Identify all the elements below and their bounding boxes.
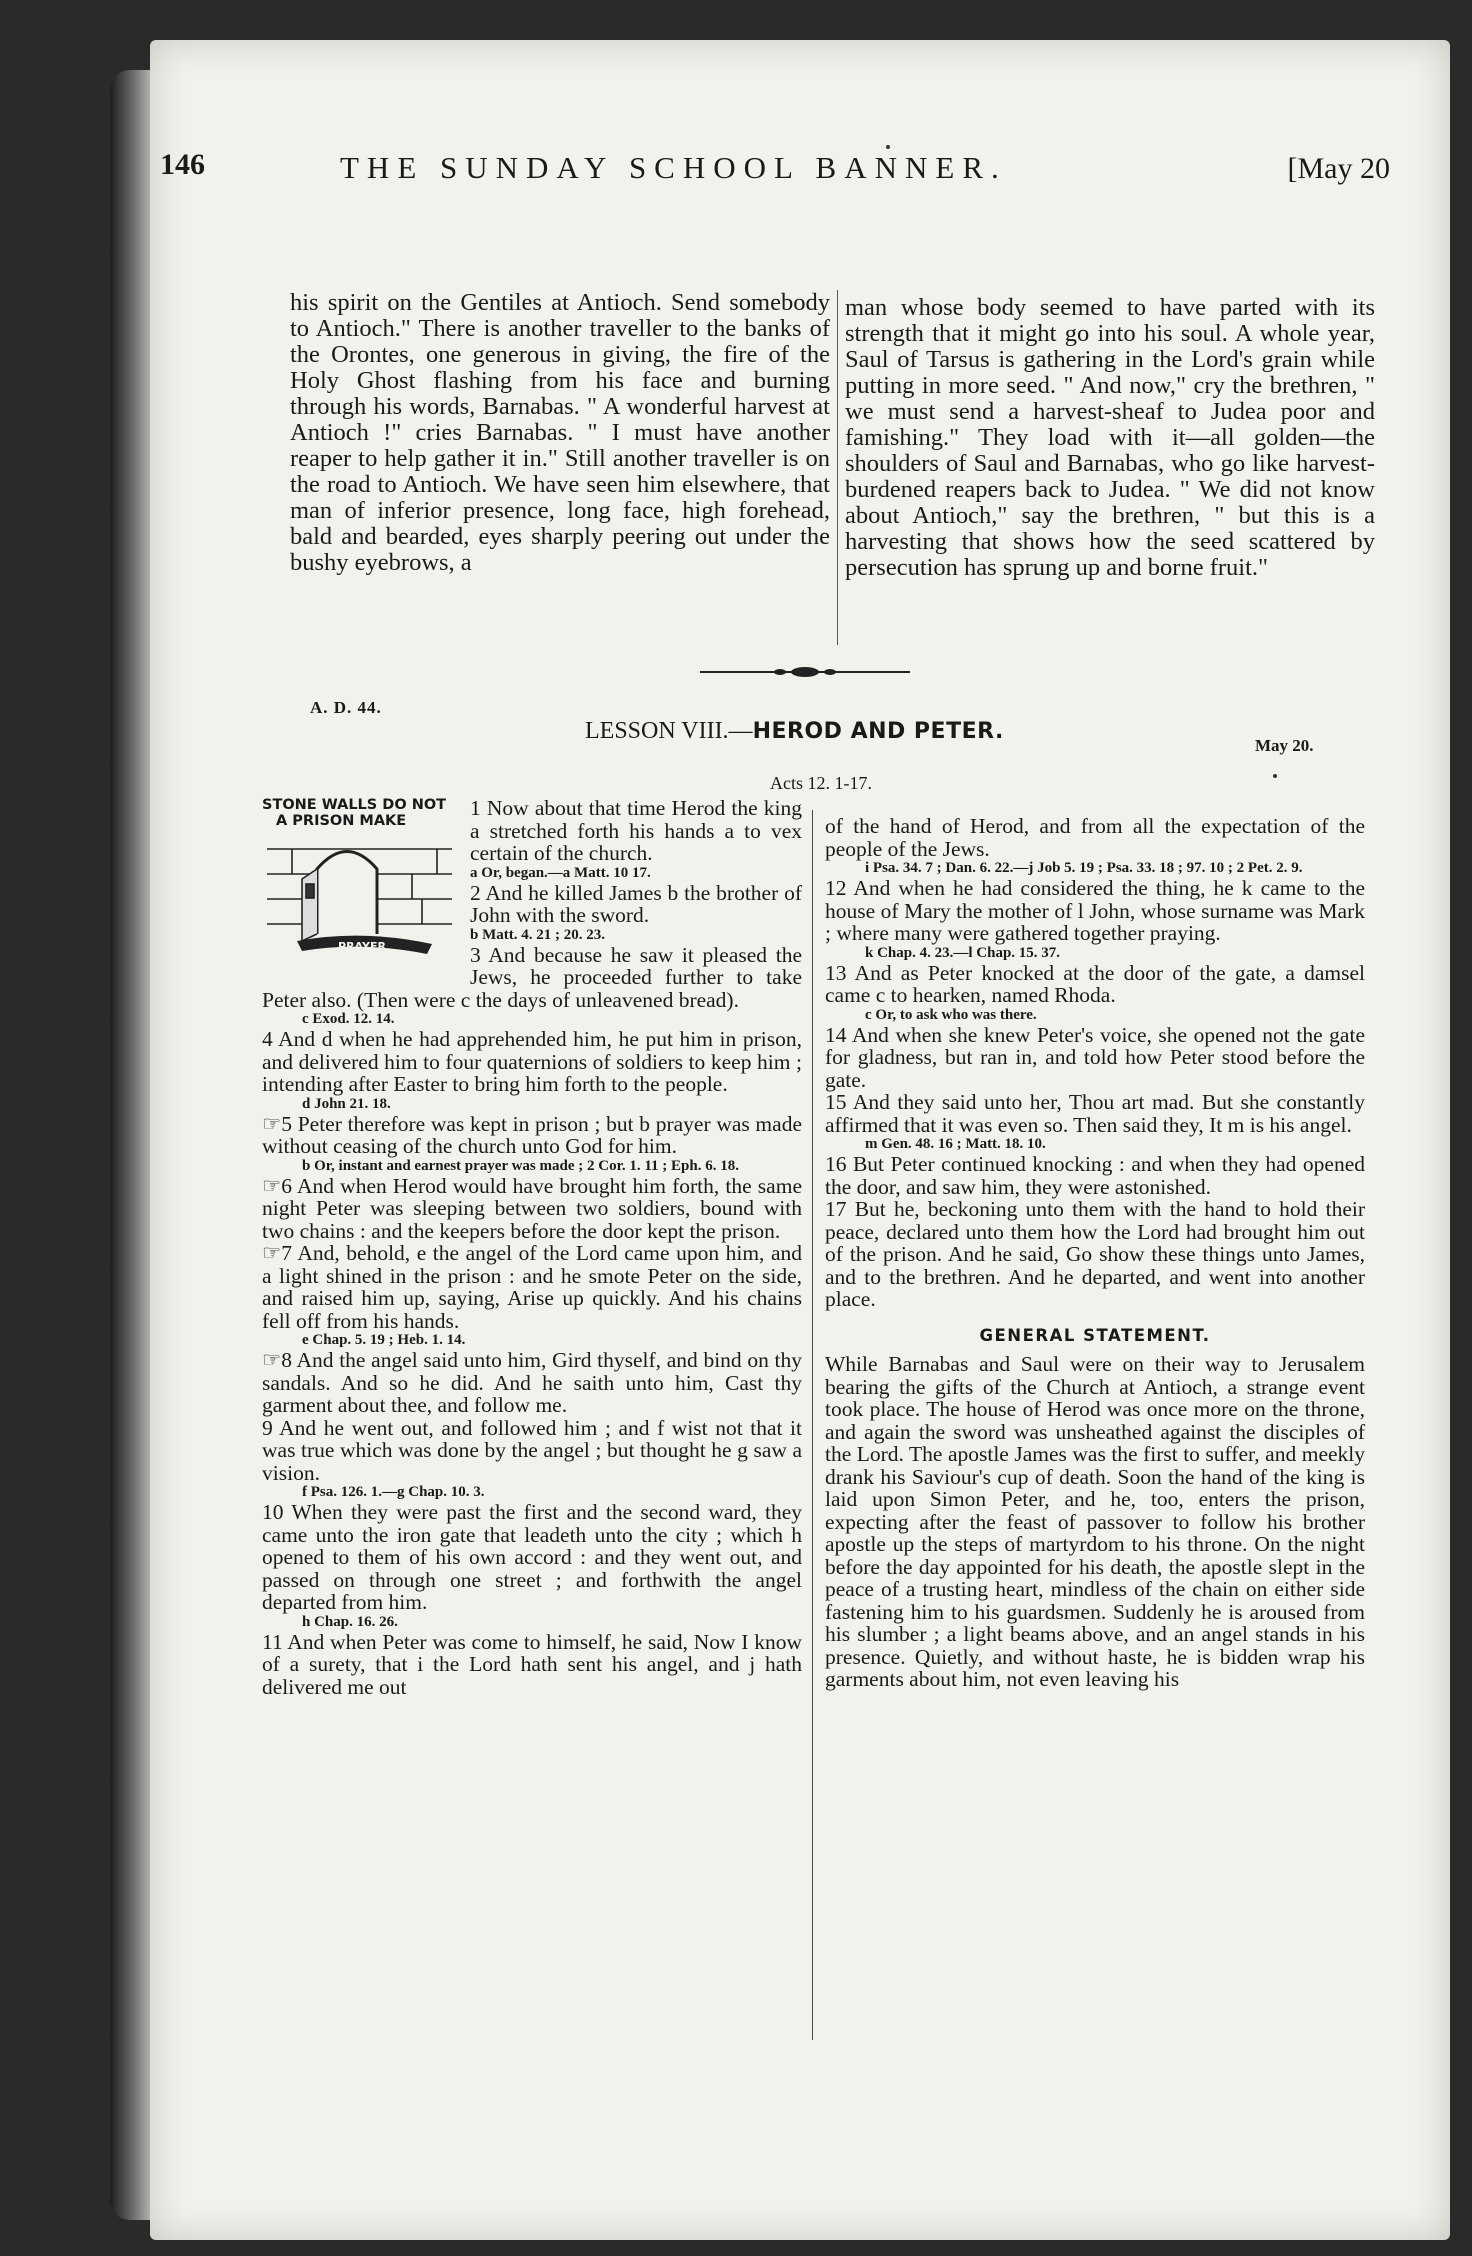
footnote: k Chap. 4. 23.—l Chap. 15. 37. [865,944,1061,961]
general-statement-heading: GENERAL STATEMENT. [979,1325,1211,1345]
lesson-year: A. D. 44. [310,698,382,717]
footnote: c Or, to ask who was there. [865,1006,1037,1023]
footnote: i Psa. 34. 7 ; Dan. 6. 22.—j Job 5. 19 ; Psa. 33. 18 ; 97. 10 ; 2 Pet. 2. 9. [865,860,1303,876]
illustration-caption: A PRISON MAKE [276,813,407,829]
lesson-name: HEROD AND PETER. [752,719,1004,744]
verse: 17 But he, beckoning unto them with the hand to hold their peace, declared unto them how the Lord had brought him out of the prison. And he said, Go show these things unto James, and to the brethren. And he departed, and went into another place. [825,1197,1365,1311]
footnote: h Chap. 16. 26. [302,1613,398,1630]
lesson-date: May 20. [1255,736,1314,755]
verse: ☞7 And, behold, e the angel of the Lord came upon him, and a light shined in the prison : and he smote Peter on the side, and raised him up, saying, Arise up quickly. And his chains fell off from his hands. [262,1241,802,1333]
running-head [160,148,1390,188]
verse: ☞6 And when Herod would have brought him forth, the same night Peter was sleeping between two soldiers, bound with two chains : and the keepers before the door kept the prison. [262,1173,802,1243]
verse: 12 And when he had considered the thing, he k came to the house of Mary the mother of l John, whose surname was Mark ; where many were gathered together praying. [825,876,1365,945]
verse: of the hand of Herod, and from all the expectation of the people of the Jews. [825,814,1365,861]
verse: 3 And because he saw it pleased the Jews, he proceeded further to take Peter also. (Then were c the days of unleavened bread). [262,942,802,1012]
footnote: b Or, instant and earnest prayer was made ; 2 Cor. 1. 11 ; Eph. 6. 18. [302,1157,739,1174]
footnote: c Exod. 12. 14. [302,1011,395,1027]
column-divider [812,810,813,2040]
publication-title: THE SUNDAY SCHOOL BANNER. [340,150,1007,185]
general-statement-text: While Barnabas and Saul were on their way to Jerusalem bearing the gifts of the Church at Antioch, a strange event took place. The house of Herod was once more on the throne, and again the sword was unsheathed against the disciples of the Lord. The apostle James was the first to suffer, and meekly drank his Saviour's cup of death. Soon the hand of the king is laid upon Simon Peter, and he, too, enters the prison, expecting after the feast of passover to follow his brother apostle up the steps of martyrdom to his throne. On the night before the day appointed for his death, the apostle slept in the peace of a trusting heart, mindless of the chain on either side fastening him to his guardsmen. Suddenly he is aroused from his slumber ; a light beams above, and an angel stands in his presence. Quietly, and without haste, he is bidden wrap his garments about him, not even leaving his [825,1352,1365,1691]
lesson-label: LESSON VIII.— [585,718,753,744]
prison-illustration [262,797,462,967]
ornament-rule [700,665,910,679]
verse: 1 Now about that time Herod the king a stretched forth his hands a to vex certain of the church. [470,796,802,865]
page-number: 146 [160,148,205,181]
speck [886,145,890,149]
footnote: f Psa. 126. 1.—g Chap. 10. 3. [302,1484,485,1500]
footnote: b Matt. 4. 21 ; 20. 23. [470,926,605,943]
footnote: d John 21. 18. [302,1095,391,1112]
column-divider [837,290,838,645]
verse: 11 And when Peter was come to himself, he said, Now I know of a surety, that i the Lord hath sent his angel, and j hath delivered me out [262,1629,802,1699]
verse: 13 And as Peter knocked at the door of the gate, a damsel came c to hearken, named Rhoda. [825,960,1365,1007]
verse: ☞5 Peter therefore was kept in prison ; but b prayer was made without ceasing of the church unto God for him. [262,1111,802,1158]
lesson-title [585,718,1004,745]
prison-gate-drawing [262,829,457,959]
top-right-column [845,295,1375,581]
verse: 9 And he went out, and followed him ; and f wist not that it was true which was done by the angel ; but thought he g saw a vision. [262,1415,802,1485]
verse: 15 And they said unto her, Thou art mad. But she constantly affirmed that it was even so. Then said they, It m is his angel. [825,1090,1365,1137]
illustration-banner: PRAYER [338,940,386,953]
verse: 4 And d when he had apprehended him, he put him in prison, and delivered him to four quaternions of soldiers to keep him ; intending after Easter to bring him forth to the people. [262,1027,802,1096]
verse: 16 But Peter continued knocking : and when they had opened the door, and saw him, they were astonished. [825,1152,1365,1199]
issue-date: [May 20 [1287,152,1390,185]
top-left-column [290,290,830,576]
paragraph: his spirit on the Gentiles at Antioch. Send somebody to Antioch." There is another traveller to the banks of the Orontes, one generous in giving, the fire of the Holy Ghost flashing from his face and burning through his words, Barnabas. " A wonderful harvest at Antioch !" cries Barnabas. " I must have another reaper to help gather it in." Still another traveller is on the road to Antioch. We have seen him elsewhere, that man of inferior presence, long face, high forehead, bald and bearded, eyes sharply peering out under the bushy eyebrows, a [290,289,830,576]
verse: ☞8 And the angel said unto him, Gird thyself, and bind on thy sandals. And so he did. And he saith unto him, Cast thy garment about thee, and follow me. [262,1348,802,1417]
paragraph: man whose body seemed to have parted with its strength that it might go into his soul. A whole year, Saul of Tarsus is gathering in the Lord's grain while putting in more seed. " And now," cry the brethren, " we must send a harvest-sheaf to Judea poor and famishing." They load with it—all golden—the shoulders of Saul and Barnabas, who go like harvest-burdened reapers back to Judea. " We did not know about Antioch," say the brethren, " but this is a harvesting that shows how the seed scattered by persecution has sprung up and borne fruit." [845,294,1375,581]
verse: 10 When they were past the first and the second ward, they came unto the iron gate that leadeth unto the city ; which h opened to them of his own accord : and they went out, and passed on through one street ; and forthwith the angel departed from him. [262,1500,802,1614]
lesson-left-column [262,797,802,1698]
footnote: m Gen. 48. 16 ; Matt. 18. 10. [865,1136,1046,1152]
illustration-caption: STONE WALLS DO NOT [262,797,447,813]
footnote: a Or, began.—a Matt. 10 17. [470,864,651,881]
speck [1273,774,1277,778]
scripture-reference: Acts 12. 1-17. [770,773,872,793]
lesson-right-column [825,815,1365,1691]
verse: 14 And when she knew Peter's voice, she opened not the gate for gladness, but ran in, and told how Peter stood before the gate. [825,1022,1365,1092]
footnote: e Chap. 5. 19 ; Heb. 1. 14. [302,1332,466,1348]
verse: 2 And he killed James b the brother of John with the sword. [470,880,802,927]
